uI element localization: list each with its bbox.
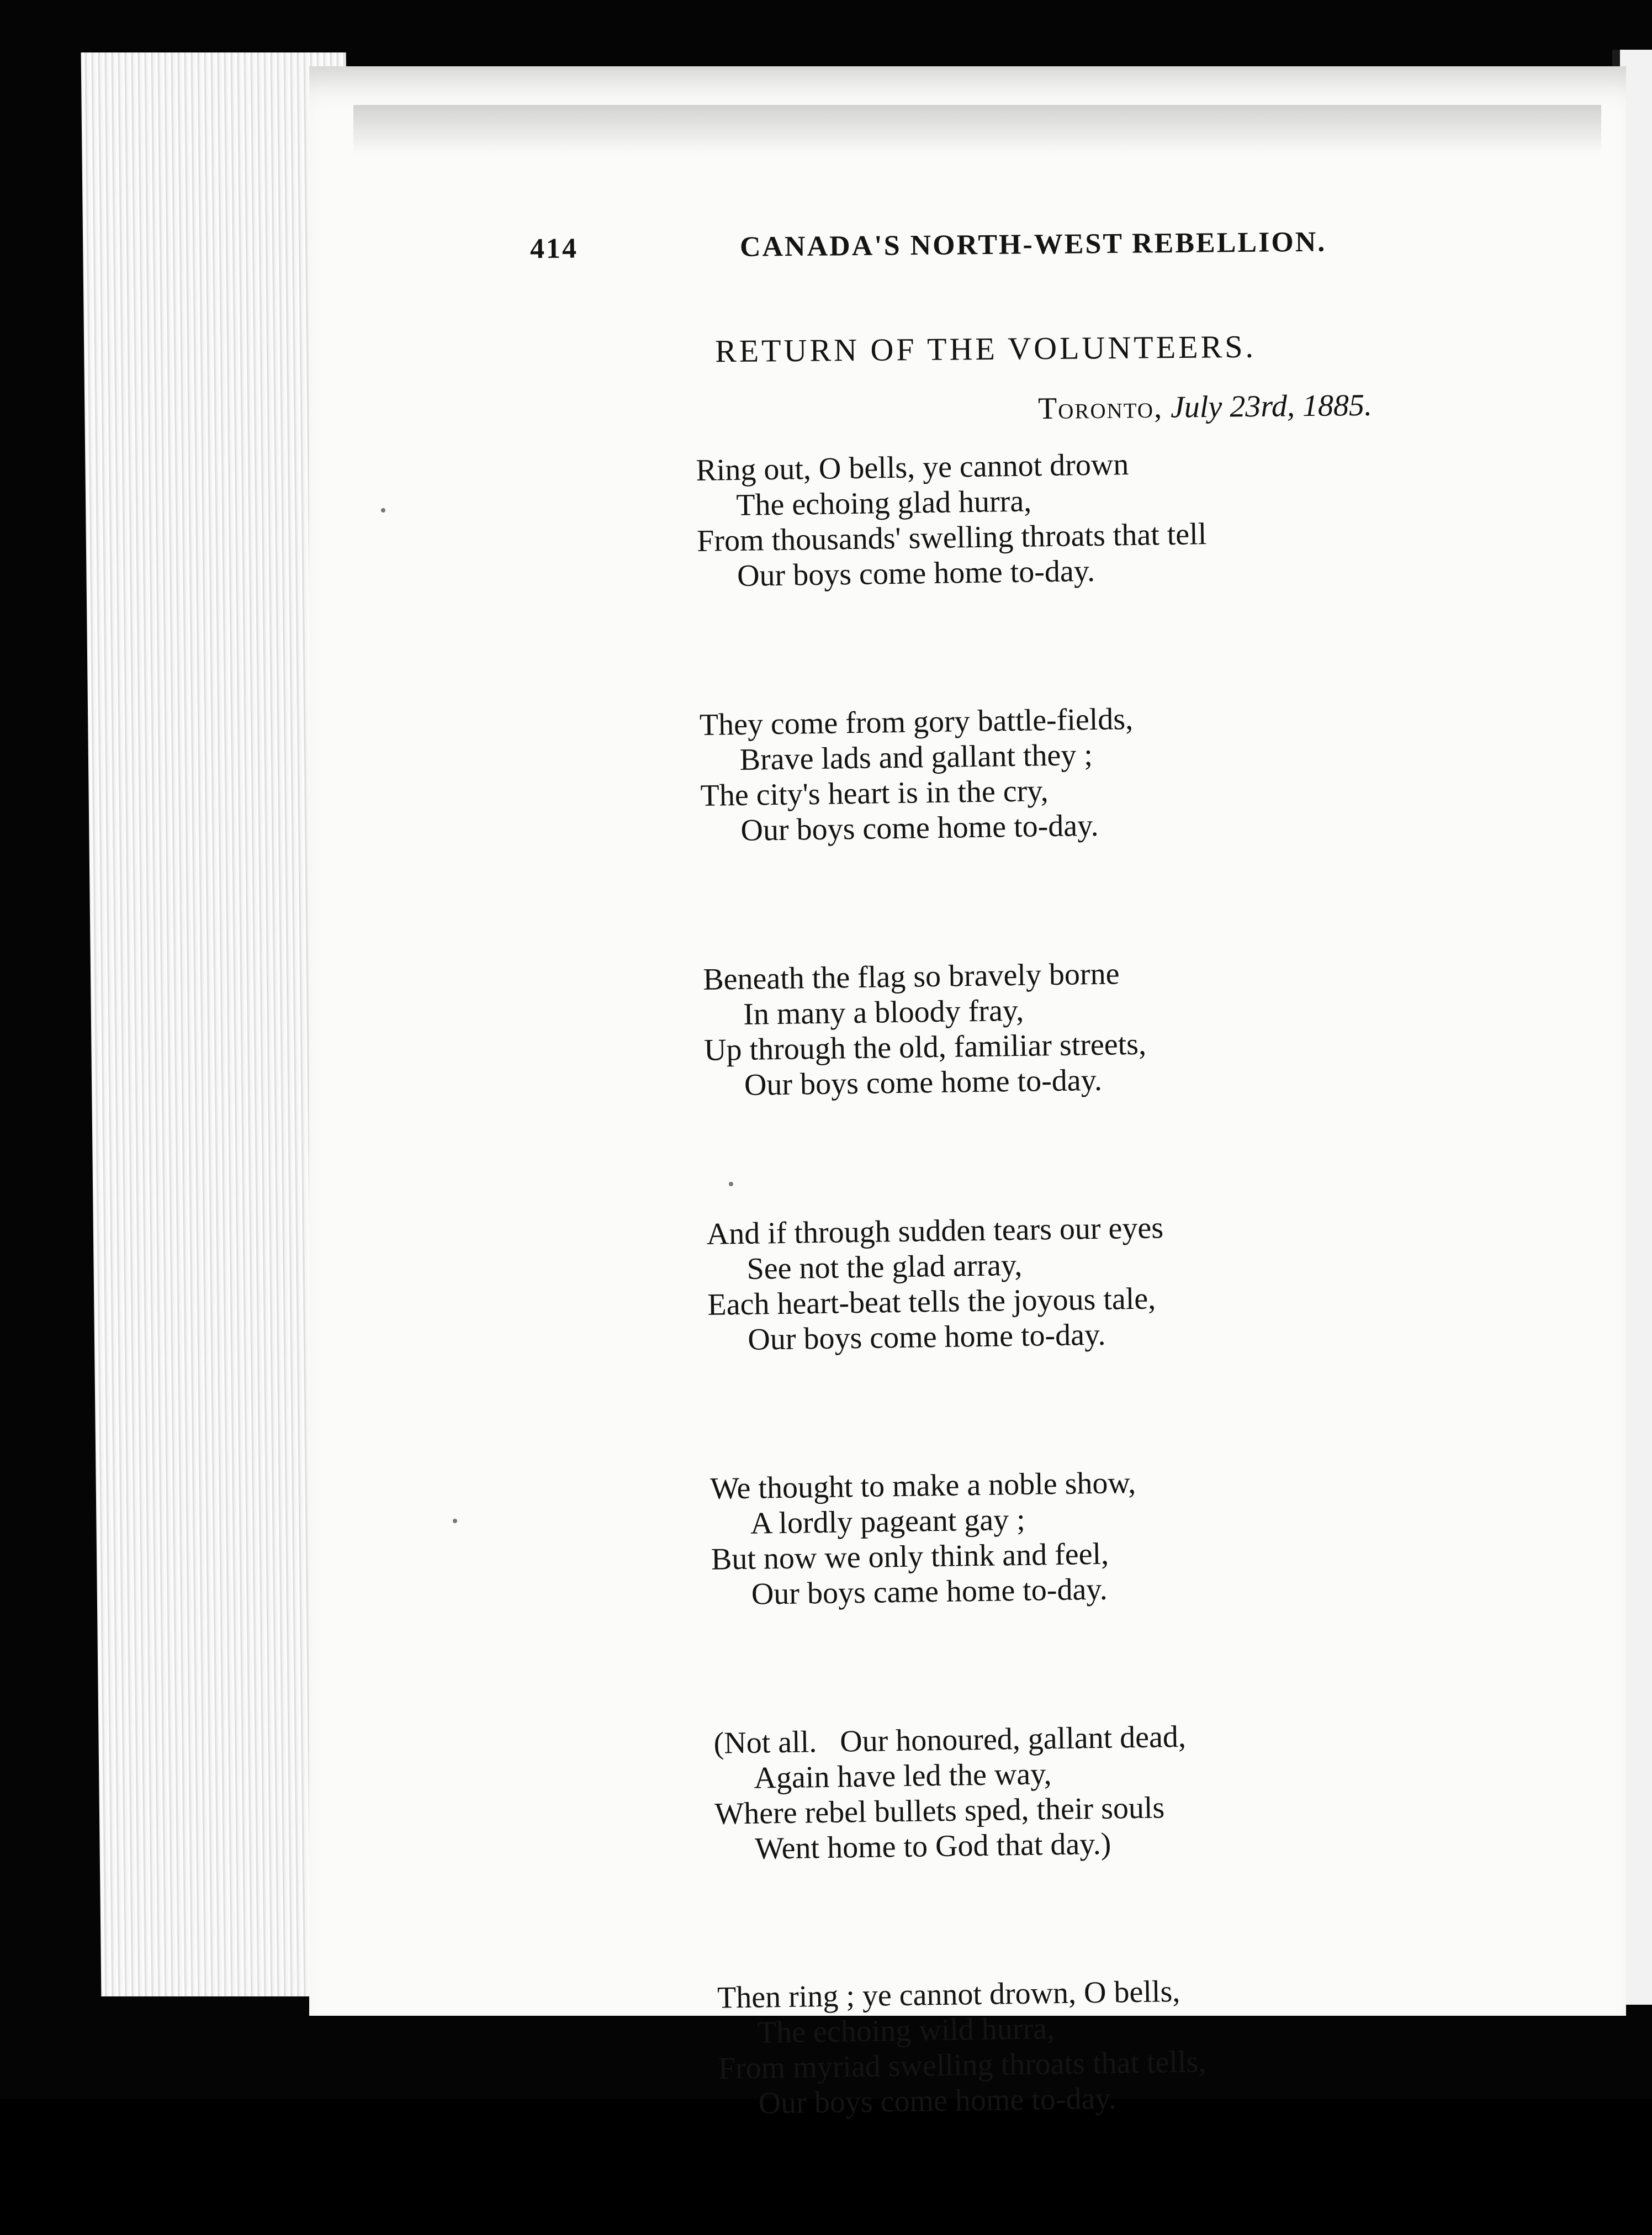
poem-line: The echoing wild hurra, xyxy=(757,2011,1055,2050)
poem-line: See not the glad array, xyxy=(746,1248,1023,1286)
poem-line: Our boys come home to-day. xyxy=(737,553,1095,593)
paper-speck xyxy=(453,1519,457,1523)
stanza xyxy=(717,1971,1381,2122)
stanza xyxy=(703,953,1367,1103)
stanza xyxy=(710,1462,1374,1613)
poem-line: But now we only think and feel, xyxy=(711,1536,1109,1577)
poem-line: (Not all. Our honoured, gallant dead, xyxy=(713,1719,1187,1761)
poem-line: Our boys come home to-day. xyxy=(747,1317,1106,1357)
running-title: CANADA'S NORTH-WEST REBELLION. xyxy=(739,226,1327,263)
poem-line: The city's heart is in the cry, xyxy=(700,774,1049,813)
poem-line: From myriad swelling throats that tells, xyxy=(718,2044,1206,2086)
stanza xyxy=(713,1716,1378,1867)
poem-line: Brave lads and gallant they ; xyxy=(739,738,1093,777)
poem-line: We thought to make a noble show, xyxy=(709,1466,1136,1506)
poem-line: Each heart-beat tells the joyous tale, xyxy=(707,1281,1156,1322)
poem-line: Our boys come home to-day. xyxy=(740,808,1099,848)
poem-line: The echoing glad hurra, xyxy=(735,484,1032,522)
running-head xyxy=(530,226,1327,277)
paper-speck xyxy=(729,1182,733,1186)
poem-line: And if through sudden tears our eyes xyxy=(706,1211,1164,1251)
poem-line: Went home to God that day.) xyxy=(754,1826,1111,1866)
page-number: 414 xyxy=(530,233,579,265)
stanza xyxy=(696,443,1360,594)
poem-line: Up through the old, familiar streets, xyxy=(703,1027,1147,1068)
poem-line: Our boys come home to-day. xyxy=(758,2081,1117,2121)
poem-line: Ring out, O bells, ye cannot drown xyxy=(696,447,1129,488)
poem-line: Our boys come home to-day. xyxy=(744,1063,1103,1102)
dateline xyxy=(1038,388,1373,426)
poem-line: Where rebel bullets sped, their souls xyxy=(714,1790,1165,1831)
poem-line: From thousands' swelling throats that tell xyxy=(696,517,1207,558)
stanza xyxy=(706,1207,1370,1358)
poem-line: In many a bloody fray, xyxy=(743,993,1024,1032)
page-top-shadow xyxy=(353,105,1601,155)
poem-line: A lordly pageant gay ; xyxy=(750,1502,1026,1541)
poem-body xyxy=(696,443,1383,2234)
poem-line: Then ring ; ye cannot drown, O bells, xyxy=(717,1974,1180,2015)
poem-title: RETURN OF THE VOLUNTEERS. xyxy=(714,328,1257,369)
poem-line: They come from gory battle-fields, xyxy=(699,701,1134,742)
dateline-date: July 23rd, 1885. xyxy=(1170,388,1373,425)
dateline-place: Toronto, xyxy=(1037,390,1163,426)
paper-speck xyxy=(381,508,385,512)
stanza xyxy=(699,698,1363,849)
poem-line: Our boys came home to-day. xyxy=(751,1572,1108,1611)
poem-line: Beneath the flag so bravely borne xyxy=(702,957,1120,997)
poem-line: Again have led the way, xyxy=(754,1757,1052,1795)
